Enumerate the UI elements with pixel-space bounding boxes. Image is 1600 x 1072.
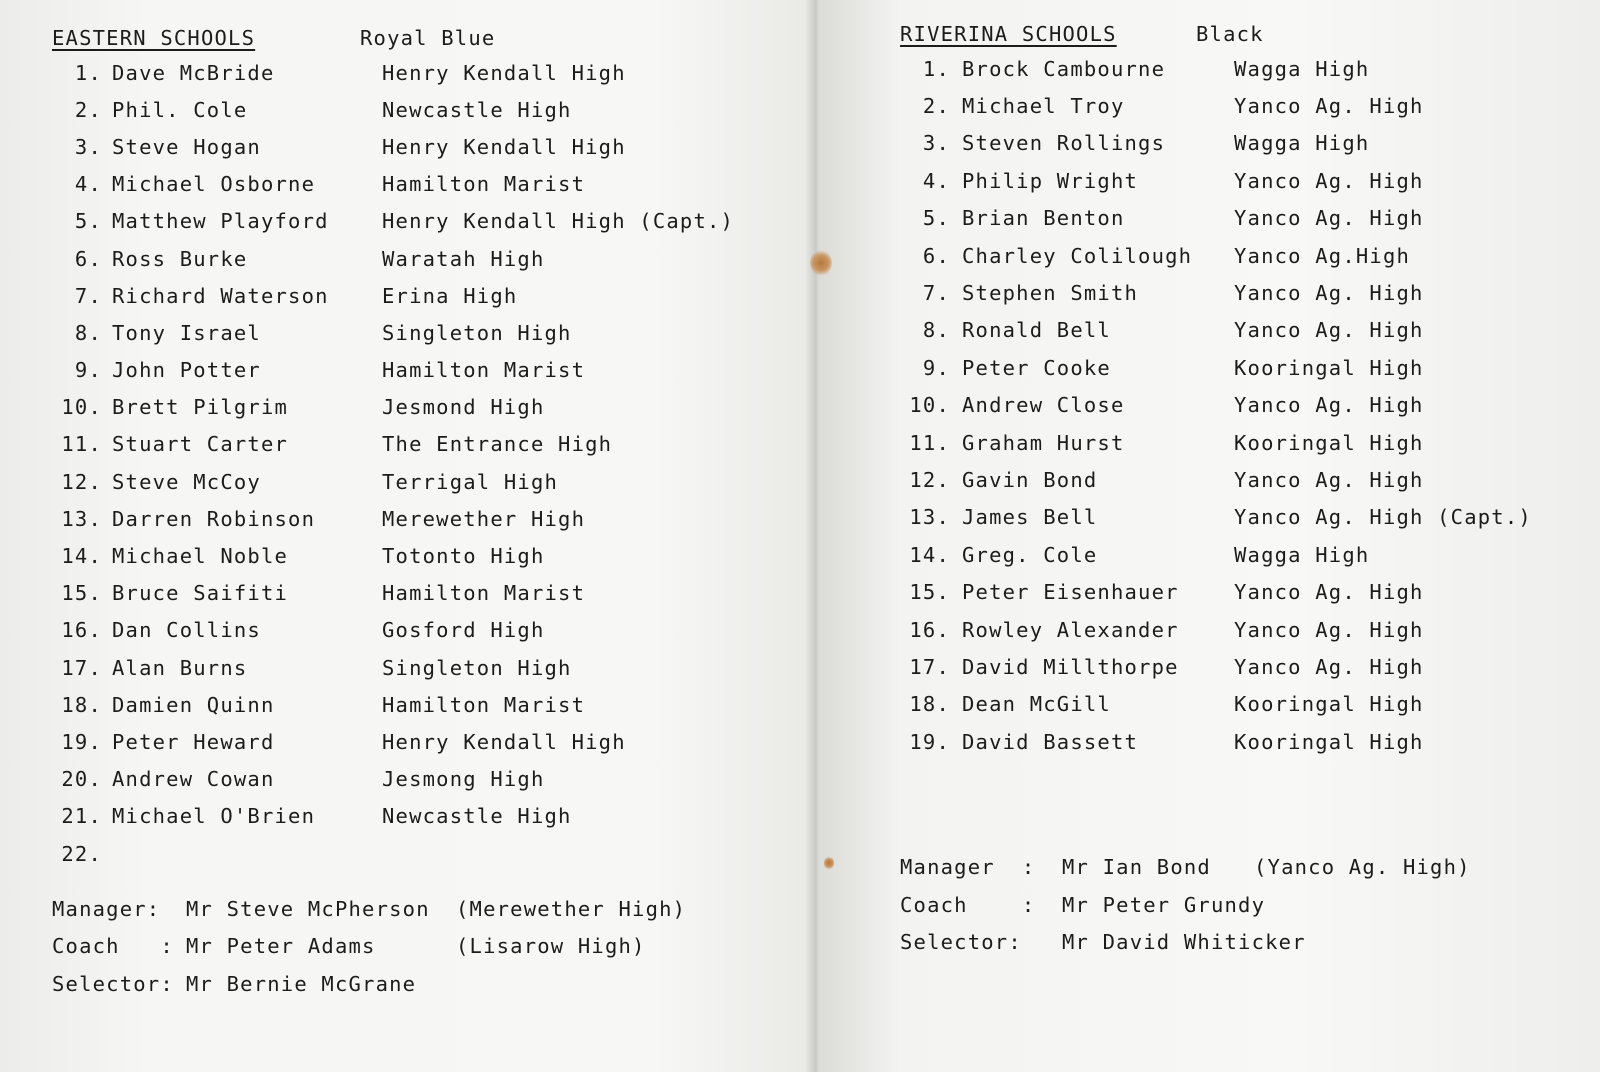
player-row <box>900 573 1580 610</box>
player-row <box>52 798 782 835</box>
player-name: Charley Colilough <box>962 243 1193 268</box>
player-number: 5. <box>922 206 950 231</box>
player-school: Hamilton Marist <box>382 358 586 383</box>
player-school: The Entrance High <box>382 432 613 457</box>
player-number: 16. <box>909 617 950 642</box>
official-name: Mr Ian Bond <box>1062 855 1211 880</box>
player-number: 17. <box>61 655 102 680</box>
player-name: Steve McCoy <box>112 469 261 494</box>
official-row <box>900 848 1580 886</box>
player-name: Michael O'Brien <box>112 804 316 829</box>
player-school: Yanco Ag. High <box>1234 206 1424 231</box>
riverina-heading: RIVERINA SCHOOLS <box>900 22 1117 46</box>
player-number: 16. <box>61 618 102 643</box>
player-number: 8. <box>74 320 102 345</box>
player-school: Kooringal High <box>1234 729 1424 754</box>
player-school: Hamilton Marist <box>382 692 586 717</box>
player-school: Henry Kendall High <box>382 60 626 85</box>
eastern-officials <box>52 890 782 1003</box>
player-school: Merewether High <box>382 506 586 531</box>
player-number: 19. <box>909 729 950 754</box>
player-row <box>52 686 782 723</box>
rust-stain <box>810 250 832 276</box>
player-row <box>52 54 782 91</box>
player-number: 17. <box>909 654 950 679</box>
player-name: Brian Benton <box>962 206 1125 231</box>
player-row <box>900 87 1580 124</box>
player-name: Peter Heward <box>112 729 275 754</box>
player-school: Yanco Ag. High <box>1234 168 1424 193</box>
player-school: Yanco Ag. High (Capt.) <box>1234 505 1532 530</box>
player-name: Andrew Cowan <box>112 767 275 792</box>
rust-stain <box>824 856 834 870</box>
player-number: 2. <box>74 97 102 122</box>
player-row <box>52 203 782 240</box>
player-number: 21. <box>61 804 102 829</box>
player-number: 12. <box>61 469 102 494</box>
player-row <box>52 277 782 314</box>
player-number: 3. <box>74 134 102 159</box>
player-row <box>52 649 782 686</box>
player-school: Yanco Ag. High <box>1234 393 1424 418</box>
player-school: Jesmong High <box>382 767 545 792</box>
player-school: Kooringal High <box>1234 355 1424 380</box>
player-row <box>52 612 782 649</box>
player-name: David Bassett <box>962 729 1139 754</box>
player-school: Yanco Ag. High <box>1234 580 1424 605</box>
player-school: Yanco Ag. High <box>1234 318 1424 343</box>
eastern-player-list <box>52 54 782 872</box>
player-name: Andrew Close <box>962 393 1125 418</box>
player-row <box>52 91 782 128</box>
player-row <box>52 352 782 389</box>
player-number: 18. <box>909 692 950 717</box>
player-name: Peter Cooke <box>962 355 1111 380</box>
player-row <box>52 128 782 165</box>
player-school: Terrigal High <box>382 469 559 494</box>
player-number: 12. <box>909 467 950 492</box>
player-number: 3. <box>922 131 950 156</box>
player-name: Stuart Carter <box>112 432 289 457</box>
player-name: Stephen Smith <box>962 281 1139 306</box>
eastern-header <box>52 22 782 54</box>
player-school: Wagga High <box>1234 542 1370 567</box>
player-school: Jesmond High <box>382 395 545 420</box>
official-role: Manager: <box>52 896 161 921</box>
player-name: Michael Noble <box>112 544 289 569</box>
player-number: 15. <box>61 581 102 606</box>
player-number: 10. <box>909 393 950 418</box>
player-row <box>900 125 1580 162</box>
player-school: Gosford High <box>382 618 545 643</box>
player-number: 15. <box>909 580 950 605</box>
player-school: Totonto High <box>382 544 545 569</box>
player-number: 9. <box>922 355 950 380</box>
official-name: Mr Peter Grundy <box>1062 892 1266 917</box>
player-row <box>900 499 1580 536</box>
player-number: 5. <box>74 209 102 234</box>
riverina-team-list <box>900 18 1580 961</box>
player-row <box>900 50 1580 87</box>
player-name: Tony Israel <box>112 320 261 345</box>
player-row <box>52 463 782 500</box>
player-row <box>52 761 782 798</box>
player-name: Brett Pilgrim <box>112 395 289 420</box>
eastern-team-list <box>52 22 782 1003</box>
official-row <box>900 886 1580 924</box>
player-name: Richard Waterson <box>112 283 329 308</box>
player-row <box>900 611 1580 648</box>
player-name: Michael Troy <box>962 94 1125 119</box>
official-role: Selector: <box>900 930 1022 955</box>
official-name: Mr Peter Adams <box>186 934 376 959</box>
player-row <box>900 349 1580 386</box>
official-role: Selector: <box>52 971 174 996</box>
player-name: Ross Burke <box>112 246 248 271</box>
official-row <box>52 890 782 928</box>
official-role: Coach : <box>52 934 174 959</box>
player-school: Hamilton Marist <box>382 172 586 197</box>
player-number: 20. <box>61 767 102 792</box>
player-school: Yanco Ag. High <box>1234 281 1424 306</box>
player-school: Newcastle High <box>382 97 572 122</box>
player-row <box>900 723 1580 760</box>
player-number: 14. <box>909 542 950 567</box>
official-role: Coach : <box>900 892 1036 917</box>
player-number: 13. <box>61 506 102 531</box>
player-row <box>52 426 782 463</box>
official-name: Mr Steve McPherson <box>186 896 430 921</box>
player-school: Kooringal High <box>1234 692 1424 717</box>
player-school: Erina High <box>382 283 518 308</box>
riverina-officials <box>900 848 1580 961</box>
player-name: Michael Osborne <box>112 172 316 197</box>
player-school: Singleton High <box>382 655 572 680</box>
player-school: Kooringal High <box>1234 430 1424 455</box>
player-row <box>52 723 782 760</box>
player-school: Wagga High <box>1234 131 1370 156</box>
player-school: Yanco Ag. High <box>1234 617 1424 642</box>
riverina-header <box>900 18 1580 50</box>
player-name: John Potter <box>112 358 261 383</box>
player-name: Ronald Bell <box>962 318 1111 343</box>
riverina-player-list <box>900 50 1580 760</box>
player-name: Bruce Saifiti <box>112 581 289 606</box>
official-row <box>52 965 782 1003</box>
player-row <box>900 274 1580 311</box>
player-row <box>52 835 782 872</box>
player-name: Alan Burns <box>112 655 248 680</box>
official-row <box>52 928 782 966</box>
player-name: Greg. Cole <box>962 542 1098 567</box>
player-number: 6. <box>922 243 950 268</box>
player-row <box>900 424 1580 461</box>
player-name: Damien Quinn <box>112 692 275 717</box>
player-row <box>52 166 782 203</box>
player-number: 1. <box>922 56 950 81</box>
player-name: David Millthorpe <box>962 654 1179 679</box>
player-row <box>52 314 782 351</box>
player-number: 18. <box>61 692 102 717</box>
official-name: Mr Bernie McGrane <box>186 971 417 996</box>
player-school: Yanco Ag.High <box>1234 243 1411 268</box>
player-number: 2. <box>922 94 950 119</box>
player-name: Dean McGill <box>962 692 1111 717</box>
player-number: 7. <box>922 281 950 306</box>
player-name: Dan Collins <box>112 618 261 643</box>
player-number: 4. <box>74 172 102 197</box>
official-row <box>900 923 1580 961</box>
player-school: Waratah High <box>382 246 545 271</box>
player-row <box>52 500 782 537</box>
player-row <box>900 312 1580 349</box>
player-number: 22. <box>61 841 102 866</box>
player-number: 8. <box>922 318 950 343</box>
player-school: Henry Kendall High (Capt.) <box>382 209 735 234</box>
player-name: Philip Wright <box>962 168 1139 193</box>
official-school: (Merewether High) <box>456 896 687 921</box>
player-row <box>900 237 1580 274</box>
official-school: (Lisarow High) <box>456 934 646 959</box>
player-row <box>900 686 1580 723</box>
player-number: 7. <box>74 283 102 308</box>
player-number: 10. <box>61 395 102 420</box>
player-name: Rowley Alexander <box>962 617 1179 642</box>
riverina-colour: Black <box>1196 22 1264 46</box>
player-number: 4. <box>922 168 950 193</box>
player-name: Steven Rollings <box>962 131 1166 156</box>
player-school: Yanco Ag. High <box>1234 654 1424 679</box>
player-name: Brock Cambourne <box>962 56 1166 81</box>
player-name: Steve Hogan <box>112 134 261 159</box>
player-row <box>900 648 1580 685</box>
player-school: Henry Kendall High <box>382 134 626 159</box>
player-row <box>52 537 782 574</box>
player-number: 13. <box>909 505 950 530</box>
player-row <box>52 575 782 612</box>
player-school: Yanco Ag. High <box>1234 467 1424 492</box>
player-number: 9. <box>74 358 102 383</box>
player-name: Gavin Bond <box>962 467 1098 492</box>
player-name: Darren Robinson <box>112 506 316 531</box>
player-number: 1. <box>74 60 102 85</box>
player-name: Dave McBride <box>112 60 275 85</box>
official-role: Manager : <box>900 855 1036 880</box>
player-row <box>900 461 1580 498</box>
player-row <box>52 240 782 277</box>
official-school: (Yanco Ag. High) <box>1254 855 1471 880</box>
eastern-heading: EASTERN SCHOOLS <box>52 26 256 50</box>
player-row <box>900 536 1580 573</box>
player-name: Graham Hurst <box>962 430 1125 455</box>
player-row <box>52 389 782 426</box>
player-name: Peter Eisenhauer <box>962 580 1179 605</box>
player-name: Phil. Cole <box>112 97 248 122</box>
player-row <box>900 200 1580 237</box>
player-number: 6. <box>74 246 102 271</box>
player-school: Newcastle High <box>382 804 572 829</box>
player-name: Matthew Playford <box>112 209 329 234</box>
player-row <box>900 387 1580 424</box>
eastern-colour: Royal Blue <box>360 26 496 50</box>
player-number: 19. <box>61 729 102 754</box>
player-number: 11. <box>909 430 950 455</box>
player-number: 14. <box>61 544 102 569</box>
player-school: Henry Kendall High <box>382 729 626 754</box>
player-school: Wagga High <box>1234 56 1370 81</box>
official-name: Mr David Whiticker <box>1062 930 1306 955</box>
player-name: James Bell <box>962 505 1098 530</box>
player-number: 11. <box>61 432 102 457</box>
player-school: Yanco Ag. High <box>1234 94 1424 119</box>
player-row <box>900 162 1580 199</box>
player-school: Singleton High <box>382 320 572 345</box>
player-school: Hamilton Marist <box>382 581 586 606</box>
